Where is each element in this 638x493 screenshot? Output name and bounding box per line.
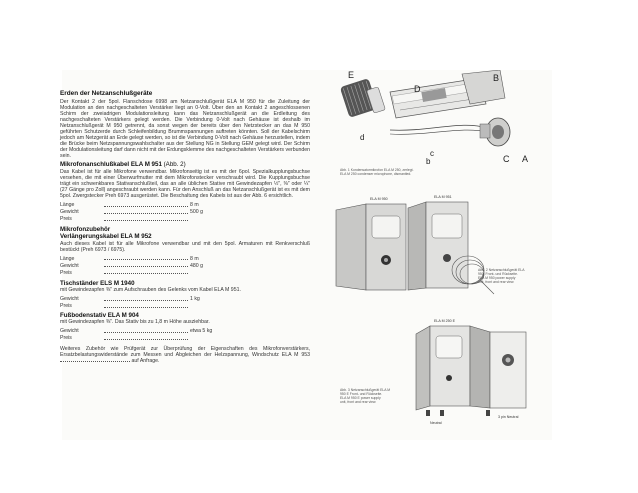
power-supply-950e-front-drawing <box>416 326 470 410</box>
capsule-grille-drawing <box>340 78 386 118</box>
left-page <box>60 90 310 367</box>
label-3-pin-neutral: 3 pin Neutral <box>498 415 519 419</box>
figure-letter: E <box>348 70 355 80</box>
spec-row: Gewicht 500 g <box>60 209 203 216</box>
section-heading-ela-m-904: Fußbodenstativ ELA M 904 <box>60 312 139 319</box>
label-ela-m-250-e: ELA M 250 E <box>434 319 455 323</box>
spec-row: Preis <box>60 302 310 309</box>
figure-3-caption: Abb. 3 Netzanschlußgerät ELA M 950 E Front- und Rückseite. ELA M 950 E power supply unit, front and rear view. <box>340 388 391 405</box>
label-ela-m-951: ELA M 951 <box>434 195 452 199</box>
figure-letter: C <box>503 154 510 164</box>
figure-letter: b <box>426 157 431 166</box>
spec-row: Gewicht 1 kg <box>60 295 200 302</box>
figure-letter: d <box>360 133 365 142</box>
section-text-ela-m-951: Das Kabel ist für alle Mikrofone verwendbar. Mikrofonseitig ist es mit der 6pol. Spezialkupplungsbuchse versehen, die mit einer Überwurfmutter mit dem Mikrofonstecker verschraubt wird. Die Kupplungsbuchse trägt ein schwenkbares Stativanschlußteil, das an alle üblichen Stative mit Gewindezapfen ½″, ⅜″ oder ¼″ (27 Gänge pro Zoll) angeschraubt werden kann. Für den Anschluß an das Netzanschlußgerät ist es mit dem 5pol. Zwergstecker Preh 6973 ausgerüstet. Die Beschaltung des Kabels ist aus der Abb. 6 ersichtlich. <box>60 168 310 200</box>
spec-row: Preis <box>60 334 310 341</box>
section-text-ela-m-952: Auch dieses Kabel ist für alle Mikrofone verwendbar und mit den 5pol. Armaturen mit Renkverschluß bestückt (Preh 6973 / 6975). <box>60 240 310 253</box>
label-neutral: Neutral <box>430 421 442 425</box>
section-text-erden: Der Kontakt 2 der 5pol. Flanschdose 6998 am Netzanschlußgerät ELA M 950 für die Zuleitung der Modulation an den nachgeschalteten Verstärker liegt an 0-Volt. Über den an Kontakt 2 angeschlossenen Schirm der zweiadrigen Modulationsleitung kann das Netzanschlußgerät an die Erdleitung des nachgeschalteten Verstärkers gelegt werden. Die Verbindung 0-Volt nach Gehäuse ist deshalb im Netzanschlußgerät M 950 getrennt, da sonst wegen der bereits über den Netzstecker an das M 950 geführten Schutzerde durch Schleifenbildung Brummspannungen auftreten könnten. Soll der Kabelschirm jedoch am Netzgerät an Erde gelegt werden, so ist die Verbindung 0-Volt nach Gehäuse herzustellen, indem die Brücke beim Netzspannungswahlschalter aus der Stellung NG in Stellung GEM gelegt wird. Der Schirm der Modulationsleitung darf dann nicht mit der Erdungsklemme des nachgeschalteten Verstärkers verbunden sein. <box>60 98 310 160</box>
right-page <box>330 70 550 450</box>
spec-row: Gewicht 480 g <box>60 262 203 269</box>
cable-plugs-drawing <box>426 410 490 416</box>
spec-row: Preis <box>60 269 310 276</box>
spec-row: Länge 8 m <box>60 255 199 262</box>
figure-power-supply-950 <box>330 190 550 310</box>
section-heading-erden: Erden der Netzanschlußgeräte <box>60 90 153 97</box>
section-text-els-m-1940: mit Gewindezapfen ⅜″ zum Aufschrauben des Gelenks vom Kabel ELA M 951. <box>60 286 241 293</box>
power-supply-front-drawing <box>336 204 406 290</box>
power-supply-rear-drawing <box>408 202 468 290</box>
figure-1-caption: Abb. 1 Kondensatormikrofon ELA M 250, zerlegt. ELA M 250 condenser microphone, dismantled. <box>340 168 414 177</box>
figure-power-supply-950e <box>330 306 550 426</box>
spec-row: Preis <box>60 215 310 222</box>
label-ela-m-950: ELA M 950 <box>370 197 388 201</box>
spec-row: Gewicht etwa 5 kg <box>60 328 213 335</box>
section-heading-els-m-1940: Tischständer ELS M 1940 <box>60 279 135 287</box>
figure-letter: B <box>493 73 500 83</box>
spec-row: Länge 8 m <box>60 202 199 209</box>
figure-letter: D <box>414 84 421 94</box>
section-text-ela-m-904: mit Gewindezapfen ⅜″. Das Stativ bis zu 1,8 m Höhe ausziehbar. <box>60 319 210 326</box>
figure-microphone-dismantled <box>330 70 550 180</box>
figure-letter: A <box>522 154 529 164</box>
figure-2-caption: Abb. 2 Netzanschlußgerät ELA 950, Front- und Rückseite. ELA M 950 power supply unit, front and rear view. <box>478 268 525 285</box>
section-heading-ela-m-951: Mikrofonanschlußkabel ELA M 951 (Abb. 2) <box>60 161 186 169</box>
section-heading-mikrofonzubehoer: Mikrofonzubehör <box>60 226 111 234</box>
power-supply-950e-rear-drawing <box>470 326 526 408</box>
figure-letter: c <box>430 149 434 158</box>
section-heading-ela-m-952: Verlängerungskabel ELA M 952 <box>60 233 152 241</box>
connector-drawing <box>390 118 510 146</box>
section-text-zubehoer: Weiteres Zubehör wie Prüfgerät zur Überprüfung der Eigenschaften des Mikrofonverstärkers, Ersatzbelastungswiderstände zum Messen und Abgleichen der Helzspannung, Windschutz ELA M 953 auf Anfrage. <box>60 346 310 365</box>
